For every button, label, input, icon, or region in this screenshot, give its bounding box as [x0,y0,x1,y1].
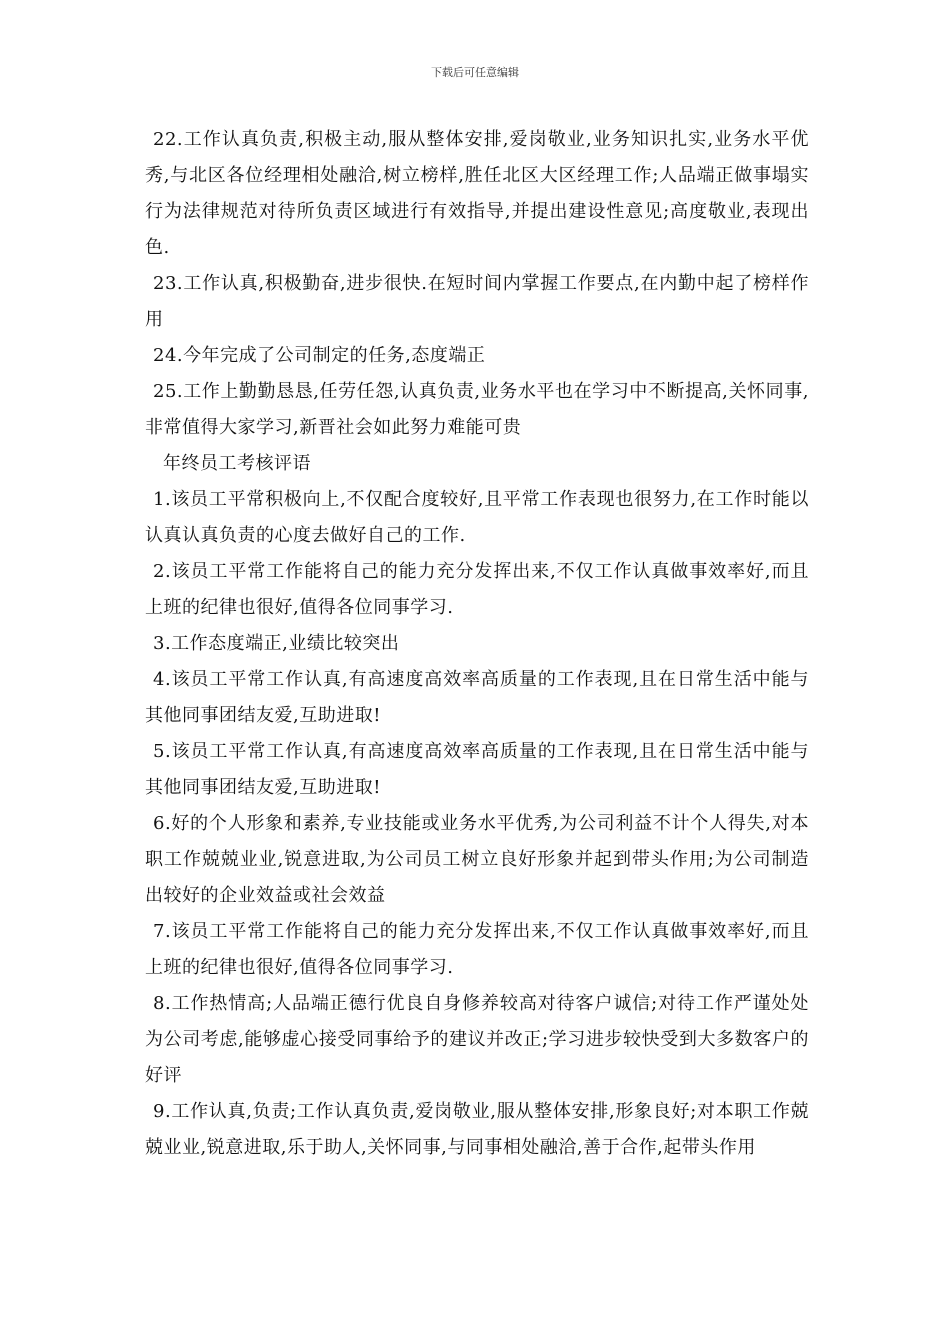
document-body [145,122,809,1166]
page-header: 下载后可任意编辑 [431,66,519,79]
comment-4: 4.该员工平常工作认真,有高速度高效率高质量的工作表现,且在日常生活中能与其他同事团结友爱,互助进取! [145,669,809,726]
comment-7: 7.该员工平常工作能将自己的能力充分发挥出来,不仅工作认真做事效率好,而且上班的纪律也很好,值得各位同事学习. [145,921,809,978]
comment-9: 9.工作认真,负责;工作认真负责,爱岗敬业,服从整体安排,形象良好;对本职工作兢兢业业,锐意进取,乐于助人,关怀同事,与同事相处融洽,善于合作,起带头作用 [145,1101,809,1158]
comment-6: 6.好的个人形象和素养,专业技能或业务水平优秀,为公司利益不计个人得失,对本职工作兢兢业业,锐意进取,为公司员工树立良好形象并起到带头作用;为公司制造出较好的企业效益或社会效益 [145,813,809,906]
comment-24: 24.今年完成了公司制定的任务,态度端正 [153,345,486,366]
comment-23: 23.工作认真,积极勤奋,进步很快.在短时间内掌握工作要点,在内勤中起了榜样作用 [145,273,809,330]
comment-5: 5.该员工平常工作认真,有高速度高效率高质量的工作表现,且在日常生活中能与其他同事团结友爱,互助进取! [145,741,809,798]
comment-25: 25.工作上勤勤恳恳,任劳任怨,认真负责,业务水平也在学习中不断提高,关怀同事,非常值得大家学习,新晋社会如此努力难能可贵 [145,381,809,438]
comment-1: 1.该员工平常积极向上,不仅配合度较好,且平常工作表现也很努力,在工作时能以认真认真负责的心度去做好自己的工作. [145,489,809,546]
comment-3: 3.工作态度端正,业绩比较突出 [153,633,400,654]
section-heading: 年终员工考核评语 [163,453,311,474]
comment-22: 22.工作认真负责,积极主动,服从整体安排,爱岗敬业,业务知识扎实,业务水平优秀,与北区各位经理相处融洽,树立榜样,胜任北区大区经理工作;人品端正做事塌实行为法律规范对待所负责区域进行有效指导,并提出建设性意见;高度敬业,表现出色. [145,129,809,258]
comment-8: 8.工作热情高;人品端正德行优良自身修养较高对待客户诚信;对待工作严谨处处为公司考虑,能够虚心接受同事给予的建议并改正;学习进步较快受到大多数客户的好评 [145,993,809,1086]
comment-2: 2.该员工平常工作能将自己的能力充分发挥出来,不仅工作认真做事效率好,而且上班的纪律也很好,值得各位同事学习. [145,561,809,618]
